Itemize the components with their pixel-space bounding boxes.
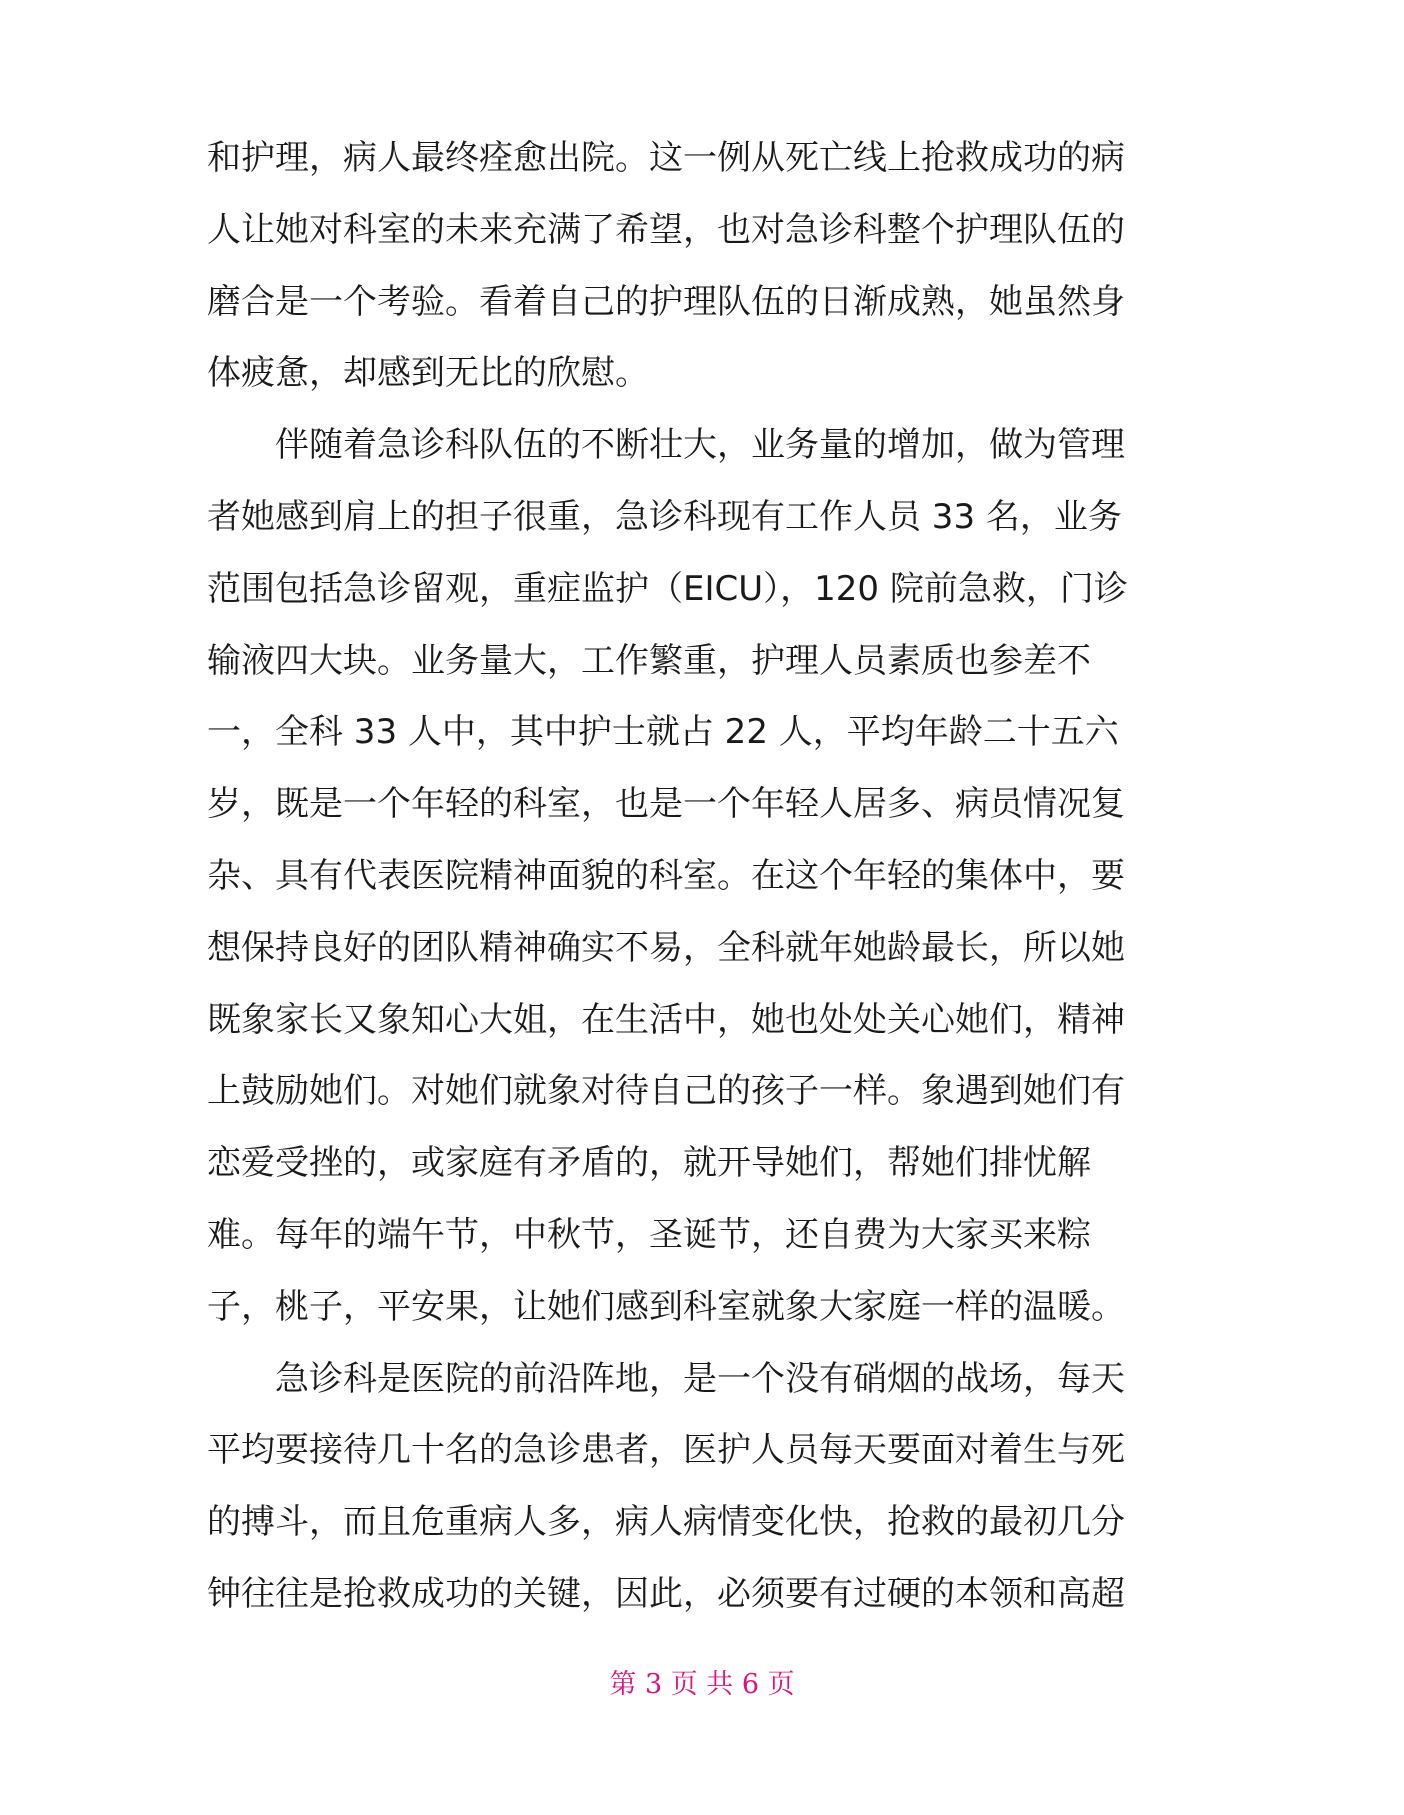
page-number-footer: 第 3 页 共 6 页: [609, 1669, 795, 1700]
text-line: 既象家长又象知心大姐，在生活中，她也处处关心她们，精神: [207, 999, 1125, 1040]
text-line: 人让她对科室的未来充满了希望，也对急诊科整个护理队伍的: [207, 209, 1125, 250]
text-line: 想保持良好的团队精神确实不易，全科就年她龄最长，所以她: [207, 927, 1125, 968]
text-line: 范围包括急诊留观，重症监护（EICU），120 院前急救，门诊: [207, 568, 1128, 609]
text-line: 磨合是一个考验。看着自己的护理队伍的日渐成熟，她虽然身: [207, 281, 1125, 322]
text-line: 者她感到肩上的担子很重，急诊科现有工作人员 33 名，业务: [207, 496, 1122, 537]
text-line: 体疲惫，却感到无比的欣慰。: [207, 353, 649, 394]
body-text: [207, 123, 1207, 1631]
text-line: 伴随着急诊科队伍的不断壮大，业务量的增加，做为管理: [207, 425, 1125, 466]
text-line: 恋爱受挫的，或家庭有矛盾的，就开导她们，帮她们排忧解: [207, 1143, 1091, 1184]
text-line: 杂、具有代表医院精神面貌的科室。在这个年轻的集体中，要: [207, 855, 1125, 896]
text-line: 和护理，病人最终痊愈出院。这一例从死亡线上抢救成功的病: [207, 138, 1125, 178]
text-line: 一，全科 33 人中，其中护士就占 22 人，平均年龄二十五六: [207, 712, 1119, 753]
text-line: 平均要接待几十名的急诊患者，医护人员每天要面对着生与死: [207, 1430, 1125, 1471]
text-line: 的搏斗，而且危重病人多，病人病情变化快，抢救的最初几分: [207, 1502, 1125, 1543]
text-line: 上鼓励她们。对她们就象对待自己的孩子一样。象遇到她们有: [207, 1071, 1125, 1112]
text-line: 急诊科是医院的前沿阵地，是一个没有硝烟的战场，每天: [207, 1358, 1125, 1399]
text-line: 子，桃子，平安果，让她们感到科室就象大家庭一样的温暖。: [207, 1286, 1125, 1327]
text-line: 难。每年的端午节，中秋节，圣诞节，还自费为大家买来粽: [207, 1214, 1091, 1255]
text-line: 钟往往是抢救成功的关键，因此，必须要有过硬的本领和高超: [207, 1573, 1125, 1614]
text-line: 输液四大块。业务量大，工作繁重，护理人员素质也参差不: [207, 640, 1091, 681]
text-line: 岁，既是一个年轻的科室，也是一个年轻人居多、病员情况复: [207, 784, 1125, 825]
